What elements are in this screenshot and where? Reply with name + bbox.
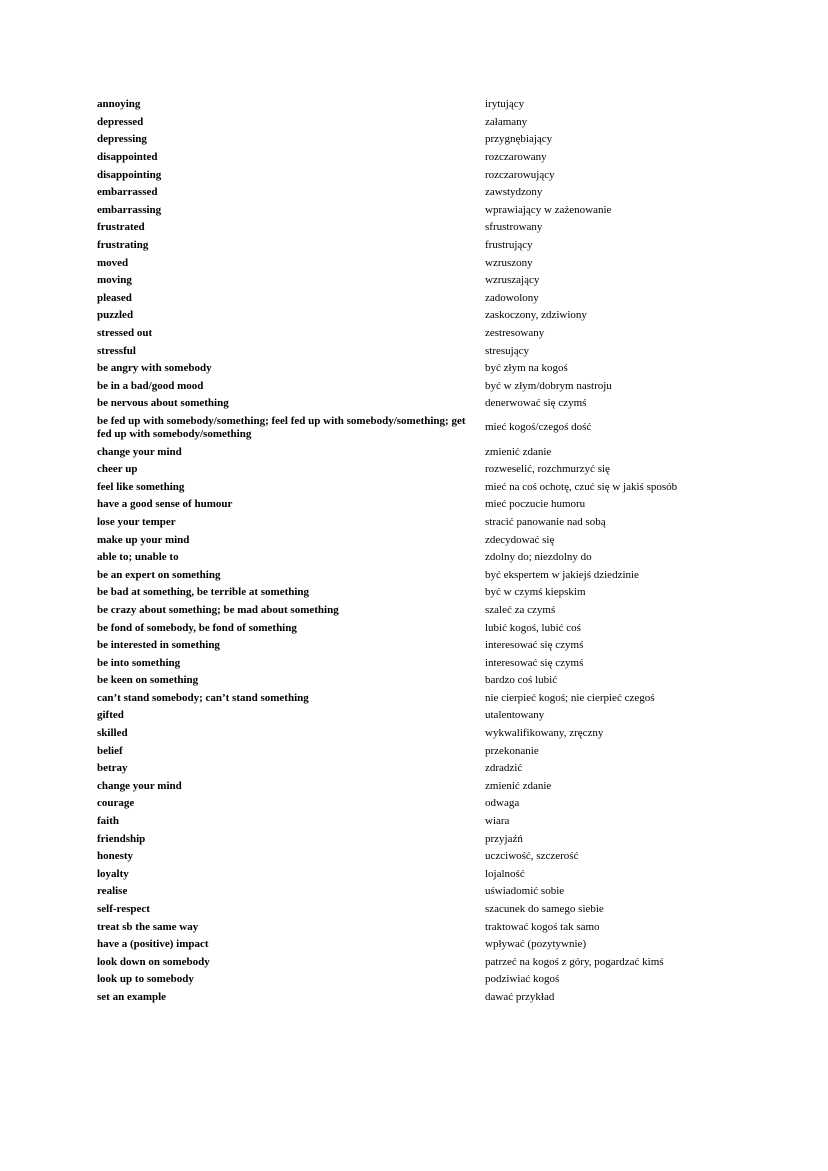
term-en: puzzled xyxy=(97,309,134,322)
translation-pl: załamany xyxy=(485,115,528,128)
term-en: loyalty xyxy=(97,867,129,880)
term-en: have a good sense of humour xyxy=(97,498,233,511)
vocab-row xyxy=(97,813,737,831)
vocab-row xyxy=(97,971,737,989)
translation-pl: nie cierpieć kogoś; nie cierpieć czegoś xyxy=(485,691,655,704)
vocab-row xyxy=(97,514,737,532)
translation-pl: zaskoczony, zdziwiony xyxy=(485,309,587,322)
vocab-row xyxy=(97,114,737,132)
translation-pl: być ekspertem w jakiejś dziedzinie xyxy=(485,568,639,581)
vocab-row xyxy=(97,795,737,813)
term-en: moving xyxy=(97,274,132,287)
vocab-row xyxy=(97,307,737,325)
term-en: be interested in something xyxy=(97,639,220,652)
term-en: self-respect xyxy=(97,903,150,916)
translation-pl: denerwować się czymś xyxy=(485,397,587,410)
translation-pl: frustrujący xyxy=(485,239,533,252)
translation-pl: irytujący xyxy=(485,98,525,111)
term-en: gifted xyxy=(97,709,124,722)
translation-pl: lojalność xyxy=(485,867,525,880)
translation-pl: wiara xyxy=(485,815,510,828)
vocab-row xyxy=(97,395,737,413)
vocab-row xyxy=(97,290,737,308)
term-en: be into something xyxy=(97,656,181,669)
vocab-row xyxy=(97,254,737,272)
vocab-row xyxy=(97,166,737,184)
term-en: change your mind xyxy=(97,779,182,792)
term-en: pleased xyxy=(97,291,132,304)
term-en: moved xyxy=(97,256,129,269)
vocab-row xyxy=(97,742,737,760)
translation-pl: lubić kogoś, lubić coś xyxy=(485,621,581,634)
translation-pl: dawać przykład xyxy=(485,990,555,1003)
term-en: have a (positive) impact xyxy=(97,938,209,951)
vocab-row xyxy=(97,531,737,549)
term-en: cheer up xyxy=(97,463,138,476)
vocab-row xyxy=(97,848,737,866)
term-en: betray xyxy=(97,762,128,775)
term-en: annoying xyxy=(97,98,141,111)
term-en: courage xyxy=(97,797,135,810)
term-en: treat sb the same way xyxy=(97,920,199,933)
term-en: realise xyxy=(97,885,128,898)
vocab-row xyxy=(97,342,737,360)
vocab-row xyxy=(97,602,737,620)
vocab-row xyxy=(97,989,737,1007)
vocab-row xyxy=(97,760,737,778)
vocab-row xyxy=(97,672,737,690)
term-en: be nervous about something xyxy=(97,397,229,410)
translation-pl: zdradzić xyxy=(485,762,523,775)
translation-pl: patrzeć na kogoś z góry, pogardzać kimś xyxy=(485,955,664,968)
translation-pl: przyjaźń xyxy=(485,832,523,845)
vocab-row xyxy=(97,901,737,919)
vocab-row xyxy=(97,131,737,149)
translation-pl: być w czymś kiepskim xyxy=(485,586,586,599)
translation-pl: zadowolony xyxy=(485,291,539,304)
vocab-row xyxy=(97,96,737,114)
term-en: depressed xyxy=(97,115,144,128)
term-en: be bad at something, be terrible at something xyxy=(97,586,310,599)
vocab-row xyxy=(97,184,737,202)
vocab-row xyxy=(97,443,737,461)
vocab-row xyxy=(97,619,737,637)
vocab-row xyxy=(97,272,737,290)
translation-pl: sfrustrowany xyxy=(485,221,543,234)
vocab-row xyxy=(97,637,737,655)
term-en: make up your mind xyxy=(97,533,190,546)
vocab-row xyxy=(97,690,737,708)
translation-pl: mieć kogoś/czegoś dość xyxy=(485,421,592,434)
translation-pl: odwaga xyxy=(485,797,520,810)
vocab-row xyxy=(97,707,737,725)
vocab-row xyxy=(97,936,737,954)
translation-pl: wzruszony xyxy=(485,256,533,269)
translation-pl: podziwiać kogoś xyxy=(485,973,560,986)
translation-pl: wzruszający xyxy=(485,274,540,287)
translation-pl: mieć na coś ochotę, czuć się w jakiś sposób xyxy=(485,480,678,493)
term-en: set an example xyxy=(97,990,167,1003)
translation-pl: uczciwość, szczerość xyxy=(485,850,579,863)
translation-pl: zdecydować się xyxy=(485,533,555,546)
vocab-row xyxy=(97,549,737,567)
vocab-row xyxy=(97,584,737,602)
term-en: able to; unable to xyxy=(97,551,179,564)
vocab-row xyxy=(97,378,737,396)
translation-pl: bardzo coś lubić xyxy=(485,674,558,687)
translation-pl: być w złym/dobrym nastroju xyxy=(485,379,612,392)
term-en: look up to somebody xyxy=(97,973,194,986)
term-en: be an expert on something xyxy=(97,568,221,581)
translation-pl: utalentowany xyxy=(485,709,545,722)
term-en: friendship xyxy=(97,832,146,845)
translation-pl: wpływać (pozytywnie) xyxy=(485,938,587,951)
vocab-row xyxy=(97,149,737,167)
vocab-row xyxy=(97,413,737,444)
vocab-row xyxy=(97,654,737,672)
term-en: honesty xyxy=(97,850,134,863)
term-en: embarrassing xyxy=(97,203,162,216)
translation-pl: przygnębiający xyxy=(485,133,553,146)
term-en: be fond of somebody, be fond of something xyxy=(97,621,297,634)
term-en: frustrating xyxy=(97,239,149,252)
term-en: look down on somebody xyxy=(97,955,210,968)
vocab-row xyxy=(97,202,737,220)
term-en: skilled xyxy=(97,727,128,740)
translation-pl: stracić panowanie nad sobą xyxy=(485,515,606,528)
term-en: disappointed xyxy=(97,151,158,164)
translation-pl: rozczarowujący xyxy=(485,168,555,181)
vocab-row xyxy=(97,461,737,479)
translation-pl: szacunek do samego siebie xyxy=(485,903,604,916)
vocab-row xyxy=(97,360,737,378)
translation-pl: zdolny do; niezdolny do xyxy=(485,551,592,564)
term-en: faith xyxy=(97,815,119,828)
translation-pl: wykwalifikowany, zręczny xyxy=(485,727,604,740)
term-en: belief xyxy=(97,744,123,757)
term-en: be fed up with somebody/something; feel fed up with somebody/something; get fed up with somebody/something xyxy=(97,414,466,440)
translation-pl: interesować się czymś xyxy=(485,639,584,652)
term-en: depressing xyxy=(97,133,147,146)
vocab-row xyxy=(97,954,737,972)
translation-pl: przekonanie xyxy=(485,744,539,757)
translation-pl: rozczarowany xyxy=(485,151,547,164)
term-en: be crazy about something; be mad about something xyxy=(97,603,339,616)
vocab-row xyxy=(97,219,737,237)
vocab-row xyxy=(97,237,737,255)
translation-pl: zmienić zdanie xyxy=(485,779,552,792)
vocab-row xyxy=(97,725,737,743)
vocab-row xyxy=(97,325,737,343)
term-en: feel like something xyxy=(97,480,185,493)
term-en: embarrassed xyxy=(97,186,158,199)
translation-pl: interesować się czymś xyxy=(485,656,584,669)
vocab-row xyxy=(97,478,737,496)
term-en: can’t stand somebody; can’t stand something xyxy=(97,691,309,704)
translation-pl: szaleć za czymś xyxy=(485,603,556,616)
translation-pl: zestresowany xyxy=(485,327,545,340)
translation-pl: mieć poczucie humoru xyxy=(485,498,586,511)
vocab-row xyxy=(97,496,737,514)
vocab-table xyxy=(97,96,737,1006)
translation-pl: uświadomić sobie xyxy=(485,885,565,898)
translation-pl: wprawiający w zażenowanie xyxy=(485,203,612,216)
translation-pl: stresujący xyxy=(485,344,529,357)
vocab-row xyxy=(97,883,737,901)
vocab-row xyxy=(97,778,737,796)
translation-pl: zawstydzony xyxy=(485,186,543,199)
term-en: be angry with somebody xyxy=(97,362,212,375)
vocab-row xyxy=(97,830,737,848)
vocab-row xyxy=(97,566,737,584)
term-en: disappointing xyxy=(97,168,162,181)
term-en: be in a bad/good mood xyxy=(97,379,204,392)
term-en: stressful xyxy=(97,344,136,357)
vocab-row xyxy=(97,918,737,936)
term-en: be keen on something xyxy=(97,674,199,687)
translation-pl: rozweselić, rozchmurzyć się xyxy=(485,463,610,476)
term-en: frustrated xyxy=(97,221,145,234)
translation-pl: być złym na kogoś xyxy=(485,362,568,375)
term-en: lose your temper xyxy=(97,515,176,528)
term-en: change your mind xyxy=(97,445,182,458)
vocab-row xyxy=(97,866,737,884)
term-en: stressed out xyxy=(97,327,153,340)
translation-pl: zmienić zdanie xyxy=(485,445,552,458)
translation-pl: traktować kogoś tak samo xyxy=(485,920,600,933)
